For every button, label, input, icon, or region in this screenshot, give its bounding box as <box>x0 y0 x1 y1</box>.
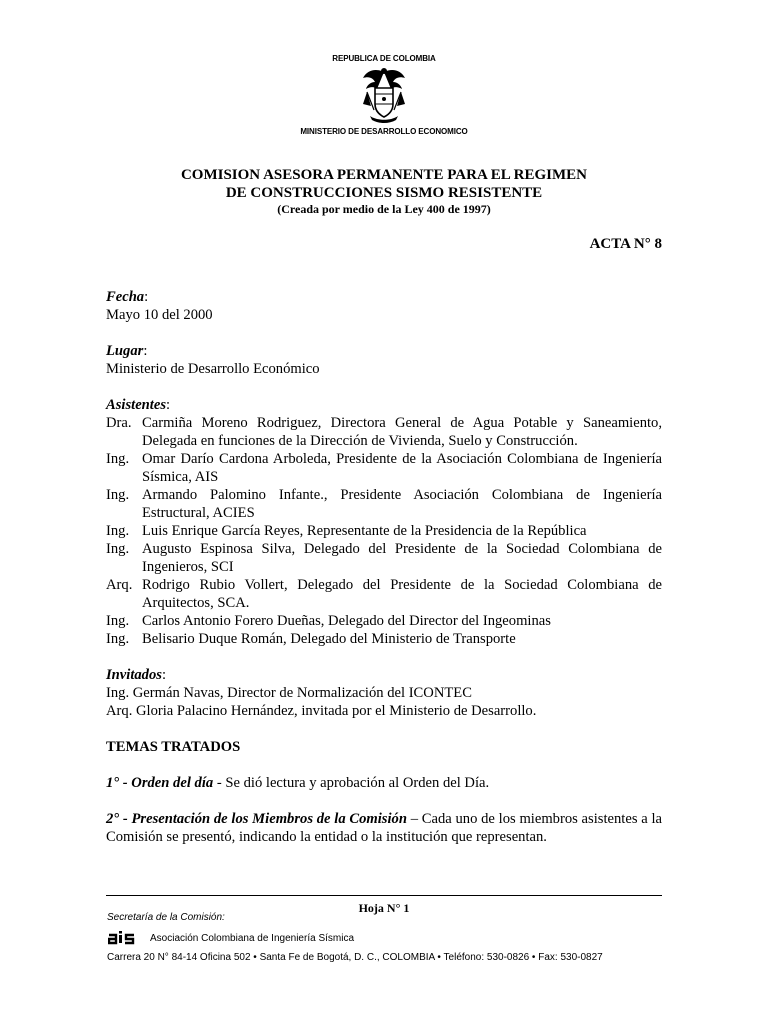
asistente-prefix: Ing. <box>106 451 130 467</box>
title-line-2: DE CONSTRUCCIONES SISMO RESISTENTE <box>225 185 543 201</box>
asistentes-section: Asistentes: Dra. Carmiña Moreno Rodriguez, Directora General de Agua Potable y Saneamiento, Delegada en funciones de la Dirección de Vivienda, Suelo y Construcción. Ing. Omar Darío Cardona Arboleda, Presidente de la Asociación Colombiana de Ingeniería Sísmica, AIS Ing. Armando Palomino Infante., Presidente Asociación Colombiana de Ingeniería Estructural, ACIES Ing. Luis Enrique García Reyes, Representante de la Presidencia de la República Ing. Augusto Espinosa Silva, Delegado del Presidente de la Sociedad Colombiana de Ingenieros, SCI Arq. Rodrigo Rubio Vollert, Delegado del Presidente de la Sociedad Colombiana de Arquitectos, SCA. Ing. Carlos Antonio Forero Dueñas, Delegado del Director del Ingeominas Ing. Belisario Duque Román, Delegado del Ministerio de Transporte <box>106 397 662 647</box>
fecha-label: Fecha <box>106 289 145 305</box>
document-body <box>106 288 662 846</box>
asistente-prefix: Ing. <box>106 631 130 647</box>
asistente-text: Armando Palomino Infante., Presidente Asociación Colombiana de Ingeniería Estructural, ACIES <box>142 487 662 521</box>
asistente-text: Luis Enrique García Reyes, Representante de la Presidencia de la República <box>142 523 587 539</box>
invitado-item: Arq. Gloria Palacino Hernández, invitada por el Ministerio de Desarrollo. <box>106 703 537 719</box>
acta-number: ACTA N° 8 <box>589 236 662 252</box>
asistentes-label: Asistentes <box>106 397 167 413</box>
asistente-text: Rodrigo Rubio Vollert, Delegado del Presidente de la Sociedad Colombiana de Arquitectos, SCA. <box>142 577 662 611</box>
asistente-text: Omar Darío Cardona Arboleda, Presidente de la Asociación Colombiana de Ingeniería Sísmica, AIS <box>142 451 662 485</box>
tema-1-label: 1° - Orden del día <box>106 775 214 791</box>
asistente-text: Carlos Antonio Forero Dueñas, Delegado del Director del Ingeominas <box>142 613 551 629</box>
temas-heading: TEMAS TRATADOS <box>106 739 241 755</box>
asociacion-name: Asociación Colombiana de Ingeniería Sísmica <box>150 933 354 944</box>
coat-of-arms-icon <box>361 64 407 124</box>
asistente-prefix: Arq. <box>106 577 133 593</box>
asistente-text: Carmiña Moreno Rodriguez, Directora General de Agua Potable y Saneamiento, Delegada en funciones de la Dirección de Vivienda, Suelo y Construcción. <box>142 415 662 449</box>
asistente-prefix: Dra. <box>106 415 132 431</box>
tema-item-2 <box>106 810 662 846</box>
invitado-item: Ing. Germán Navas, Director de Normalización del ICONTEC <box>106 685 472 701</box>
asistente-prefix: Ing. <box>106 487 130 503</box>
document-subtitle: (Creada por medio de la Ley 400 de 1997) <box>277 202 491 216</box>
invitados-section: Invitados: Ing. Germán Navas, Director de Normalización del ICONTEC Arq. Gloria Palacino Hernández, invitada por el Ministerio de Desarrollo. <box>106 666 662 720</box>
tema-2-label: 2° - Presentación de los Miembros de la Comisión <box>106 811 407 827</box>
fecha-value: Mayo 10 del 2000 <box>106 307 213 323</box>
asistente-item <box>106 540 662 576</box>
asistente-item <box>106 486 662 522</box>
asistente-prefix: Ing. <box>106 613 130 629</box>
address-line: Carrera 20 N° 84-14 Oficina 502 • Santa Fe de Bogotá, D. C., COLOMBIA • Teléfono: 530-0826 • Fax: 530-0827 <box>107 952 603 963</box>
asistente-item <box>106 522 662 540</box>
page-number: Hoja N° 1 <box>358 901 410 915</box>
asistente-prefix: Ing. <box>106 541 130 557</box>
lugar-label: Lugar <box>106 343 144 359</box>
tema-2-text: – Cada uno de los miembros asistentes a la Comisión se presentó, indicando la entidad o la institución que representan. <box>106 811 663 845</box>
asistente-item <box>106 612 662 630</box>
tema-1-text: - Se dió lectura y aprobación al Orden del Día. <box>213 775 490 791</box>
ministry-heading: MINISTERIO DE DESARROLLO ECONOMICO <box>300 127 468 136</box>
asistente-prefix: Ing. <box>106 523 130 539</box>
document-title <box>0 166 768 202</box>
lugar-section: Lugar: Ministerio de Desarrollo Económico <box>106 342 662 378</box>
fecha-section: Fecha: Mayo 10 del 2000 <box>106 288 662 324</box>
asistente-item <box>106 576 662 612</box>
footer-divider <box>106 895 662 896</box>
asistente-text: Augusto Espinosa Silva, Delegado del Presidente de la Sociedad Colombiana de Ingenieros, SCI <box>142 541 662 575</box>
asistente-item <box>106 414 662 450</box>
invitados-label: Invitados <box>106 667 162 683</box>
title-line-1: COMISION ASESORA PERMANENTE PARA EL REGIMEN <box>180 167 588 183</box>
republic-heading: REPUBLICA DE COLOMBIA <box>332 54 436 63</box>
asistente-item <box>106 630 662 648</box>
secretaria-label: Secretaría de la Comisión: <box>107 912 225 923</box>
tema-item-1 <box>106 774 662 792</box>
asistente-item <box>106 450 662 486</box>
ais-logo-icon <box>108 931 144 945</box>
lugar-value: Ministerio de Desarrollo Económico <box>106 361 320 377</box>
asistente-text: Belisario Duque Román, Delegado del Ministerio de Transporte <box>142 631 516 647</box>
